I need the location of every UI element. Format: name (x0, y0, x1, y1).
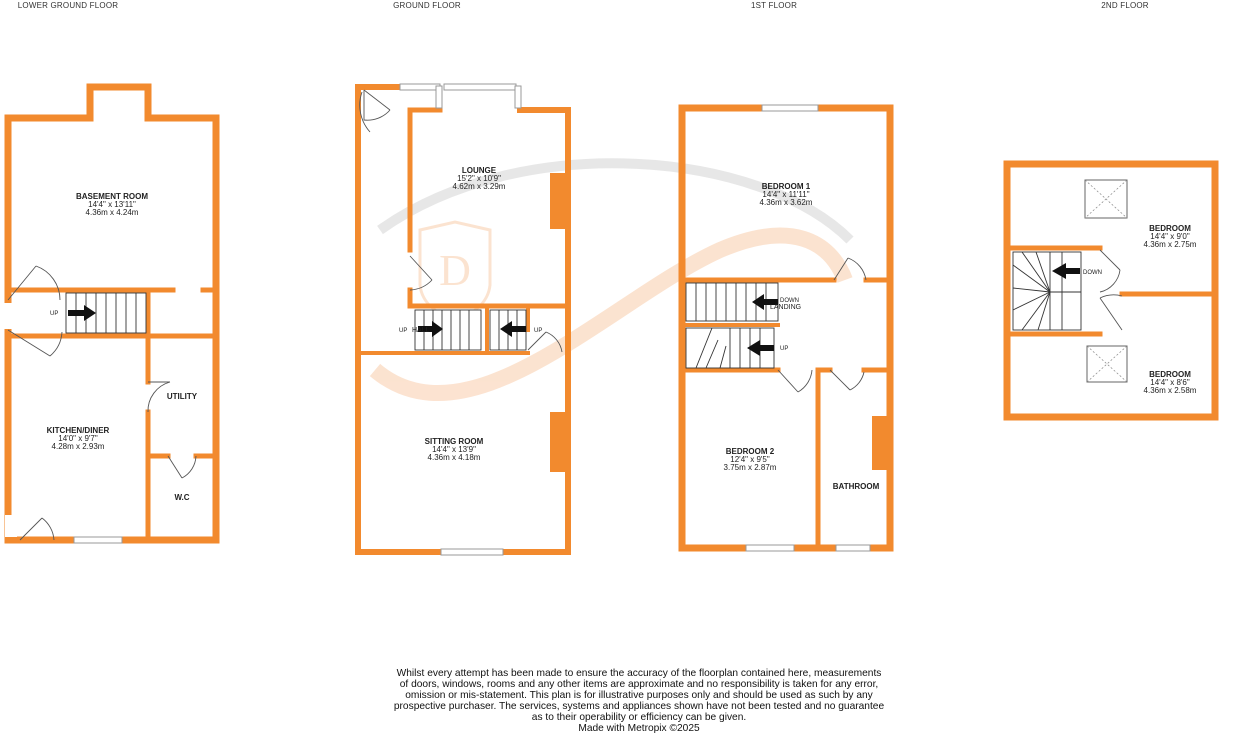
disclaimer-line: Whilst every attempt has been made to ensure the accuracy of the floorplan contained here, measurements (396, 668, 882, 679)
staircase-first-down (686, 283, 778, 321)
room-metric: 4.36m x 2.58m (1143, 386, 1197, 395)
room-metric: 4.36m x 4.18m (427, 453, 481, 462)
room-name: BEDROOM (1149, 370, 1191, 379)
room-imperial: 14'4" x 11'11" (762, 190, 810, 199)
room-imperial: 12'4" x 9'5" (730, 455, 770, 464)
room-name: BEDROOM 2 (725, 447, 775, 456)
skylight-icon (1085, 180, 1127, 218)
disclaimer (380, 669, 898, 734)
credit: Made with Metropix ©2025 (578, 722, 700, 734)
stair-up-label: UP (780, 346, 789, 352)
floor-title-lower-ground: LOWER GROUND FLOOR (17, 1, 119, 10)
room-metric: 3.75m x 2.87m (723, 463, 777, 472)
floor-title-ground: GROUND FLOOR (393, 1, 461, 10)
room-lounge (453, 166, 506, 191)
stair-down-label: DOWN (1083, 270, 1102, 276)
staircase-first-up (686, 328, 774, 368)
room-metric: 4.28m x 2.93m (51, 442, 105, 451)
disclaimer-line: of doors, windows, rooms and any other items are approximate and no responsibility is taken for any error, (399, 678, 879, 690)
stair-up-label: UP (399, 328, 408, 334)
room-name: BEDROOM (1149, 224, 1191, 233)
room-name: LOUNGE (461, 166, 497, 175)
room-bedroom-2 (724, 447, 777, 472)
room-metric: 4.36m x 4.24m (85, 208, 139, 217)
staircase-ground-down (490, 310, 526, 350)
room-metric: 4.36m x 2.75m (1143, 240, 1197, 249)
floor-title-second: 2ND FLOOR (1101, 1, 1149, 10)
disclaimer-line: as to their operability or efficiency can be given. (531, 711, 747, 723)
room-bedroom-top (1144, 224, 1197, 249)
room-metric: 4.36m x 3.62m (759, 198, 813, 207)
disclaimer-line: omission or mis-statement. This plan is for illustrative purposes only and should be used as such by any (405, 689, 873, 701)
stair-up-label: UP (50, 311, 59, 317)
stair-up-label: UP (534, 328, 543, 334)
room-imperial: 14'0" x 9'7" (58, 434, 98, 443)
room-bedroom-bottom (1144, 370, 1197, 395)
room-imperial: 14'4" x 13'9" (432, 445, 476, 454)
floor-title-first: 1ST FLOOR (750, 1, 798, 10)
second-floor-plan (1007, 164, 1215, 417)
room-wc: W.C (174, 493, 190, 502)
staircase-lower-ground (66, 293, 146, 333)
skylight-icon (1087, 346, 1127, 382)
room-name: BASEMENT ROOM (76, 192, 148, 201)
room-utility: UTILITY (166, 392, 198, 401)
watermark-letter: D (439, 246, 471, 295)
room-imperial: 14'4" x 8'6" (1150, 378, 1190, 387)
room-bathroom: BATHROOM (832, 482, 880, 491)
room-name: KITCHEN/DINER (46, 426, 110, 435)
room-bedroom-1 (760, 182, 813, 207)
disclaimer-line: prospective purchaser. The services, systems and appliances shown have not been tested and no guarantee (393, 700, 885, 712)
room-imperial: 14'4" x 9'0" (1150, 232, 1190, 241)
stair-down-label: DOWN (780, 298, 799, 304)
room-imperial: 14'4" x 13'11" (88, 200, 136, 209)
room-metric: 4.62m x 3.29m (452, 182, 506, 191)
lower-ground-floor-plan (3, 87, 216, 543)
room-basement (76, 192, 148, 217)
room-kitchen-diner (47, 426, 110, 451)
staircase-second-winder (1013, 252, 1081, 330)
room-name: BEDROOM 1 (761, 182, 811, 191)
room-imperial: 15'2" x 10'9" (457, 174, 501, 183)
room-sitting (425, 437, 484, 462)
ground-floor-plan (358, 84, 568, 555)
room-name: SITTING ROOM (424, 437, 484, 446)
room-hall: HALL (412, 327, 430, 334)
room-landing: LANDING (770, 304, 802, 311)
